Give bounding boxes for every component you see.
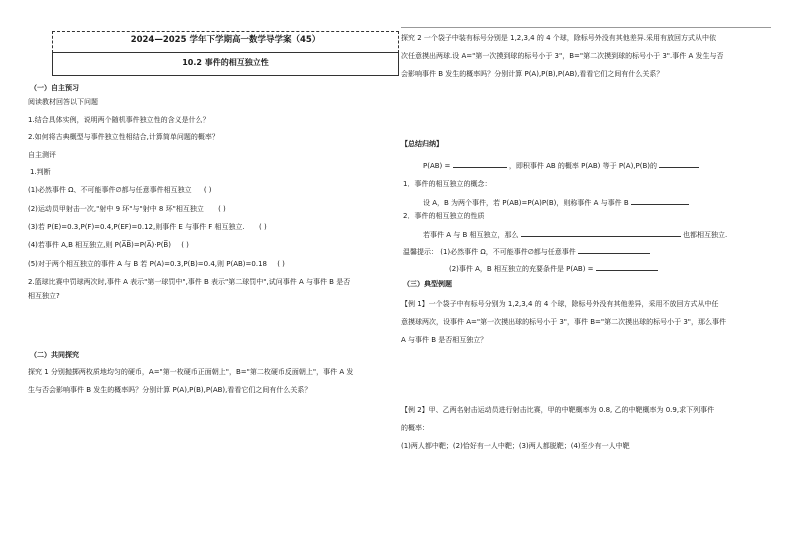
lesson-title: 10.2 事件的相互独立性 bbox=[182, 58, 269, 67]
judge-item-2-answer[interactable]: ( ) bbox=[218, 205, 226, 213]
definition-line bbox=[423, 197, 689, 207]
summary-heading: 【总结归纳】 bbox=[401, 140, 443, 148]
definition-blank[interactable] bbox=[631, 197, 689, 205]
tip-2-blank[interactable] bbox=[596, 263, 658, 271]
formula-lhs: P(AB) = bbox=[423, 162, 451, 170]
section-examples: （三）典型例题 bbox=[403, 280, 452, 288]
tip-2-text: (2)事件 A，B 相互独立的充要条件是 P(AB) = bbox=[449, 265, 594, 273]
section-explore: （二）共同探究 bbox=[30, 351, 79, 359]
tip-1-blank[interactable] bbox=[578, 246, 650, 254]
formula-rhs: ，即积事件 AB 的概率 P(AB) 等于 P(A),P(B)的 bbox=[508, 162, 658, 170]
self-assessment-heading: 自主测评 bbox=[28, 151, 56, 159]
judge-item-3-text: (3)若 P(E)=0.3,P(F)=0.4,P(EF)=0.12,则事件 E 与事件 F 相互独立. bbox=[28, 223, 245, 231]
example-1-line2: 意摸球两次，设事件 A="第一次摸出球的标号小于 3"，事件 B="第二次摸出球的标号小于 3"，那么事件 bbox=[401, 318, 727, 326]
judge-item-4 bbox=[28, 241, 189, 249]
example-2-line1: 【例 2】甲、乙两名射击运动员进行射击比赛，甲的中靶概率为 0.8, 乙的中靶概率为 0.9,求下列事件 bbox=[401, 406, 715, 414]
property-heading: 2．事件的相互独立的性质 bbox=[403, 212, 485, 220]
judge-item-1 bbox=[28, 186, 212, 194]
judge-item-4-answer[interactable]: ( ) bbox=[181, 241, 189, 249]
tip-line-1 bbox=[403, 246, 650, 256]
explore-2-line1: 探究 2 一个袋子中装有标号分别是 1,2,3,4 的 4 个球，除标号外没有其他差异.采用有放回方式从中依 bbox=[401, 34, 716, 42]
formula-blank-1[interactable] bbox=[453, 160, 507, 168]
definition-heading: 1．事件的相互独立的概念： bbox=[403, 180, 492, 188]
question-3-line2: 相互独立? bbox=[28, 292, 60, 300]
formula-line bbox=[423, 160, 699, 170]
property-tail: 也都相互独立. bbox=[682, 231, 728, 239]
property-line bbox=[423, 229, 727, 239]
judge-item-2-text: (2)运动员甲射击一次,"射中 9 环"与"射中 8 环"相互独立 bbox=[28, 205, 204, 213]
explore-2-line3: 会影响事件 B 发生的概率吗？分别计算 P(A),P(B),P(AB),看看它们之间有什么关系？ bbox=[401, 70, 664, 78]
example-2-line3: (1)两人都中靶；(2)恰好有一人中靶；(3)两人都脱靶；(4)至少有一人中靶 bbox=[401, 442, 630, 450]
definition-text: 设 A，B 为两个事件，若 P(AB)=P(A)P(B)，则称事件 A 与事件 B bbox=[423, 199, 629, 207]
example-1-line1: 【例 1】一个袋子中有标号分别为 1,2,3,4 的 4 个球，除标号外没有其他差异，采用不放回方式从中任 bbox=[401, 300, 719, 308]
formula-blank-2[interactable] bbox=[659, 160, 699, 168]
example-1-line3: A 与事件 B 是否相互独立？ bbox=[401, 336, 488, 344]
explore-1-line1: 探究 1 分别抛掷两枚质地均匀的硬币，A="第一枚硬币正面朝上"，B="第二枚硬币反面朝上"，事件 A 发 bbox=[28, 368, 354, 376]
tip-1-text: 温馨提示： (1)必然事件 Ω，不可能事件∅都与任意事件 bbox=[403, 248, 576, 256]
subtitle-box bbox=[52, 52, 399, 76]
title-box bbox=[52, 31, 399, 53]
question-2: 2.如何将古典概型与事件独立性相结合,计算简单问题的概率？ bbox=[28, 133, 219, 141]
judge-item-5-text: (5)对于两个相互独立的事件 A 与 B 若 P(A)=0.3,P(B)=0.4,则 P(AB)=0.18 bbox=[28, 260, 267, 268]
question-3-line1: 2.篮球比赛中罚球两次时,事件 A 表示"第一球罚中",事件 B 表示"第二球罚中",试问事件 A 与事件 B 是否 bbox=[28, 278, 351, 286]
example-2-line2: 的概率： bbox=[401, 424, 429, 432]
tip-line-2 bbox=[449, 263, 658, 273]
judge-item-5-answer[interactable]: ( ) bbox=[277, 260, 285, 268]
judge-item-4-text: (4)若事件 A,B 相互独立,则 P(A̅B̅)=P(A̅)·P(B̅) bbox=[28, 241, 171, 249]
judge-item-1-text: (1)必然事件 Ω、不可能事件∅都与任意事件相互独立 bbox=[28, 186, 192, 194]
judge-item-3-answer[interactable]: ( ) bbox=[259, 223, 267, 231]
judge-item-3 bbox=[28, 223, 267, 231]
property-text: 若事件 A 与 B 相互独立，那么 bbox=[423, 231, 519, 239]
section-self-study: （一）自主预习 bbox=[30, 84, 79, 92]
judge-item-5 bbox=[28, 260, 285, 268]
explore-1-line2: 生与否会影响事件 B 发生的概率吗？分别计算 P(A),P(B),P(AB),看看它们之间有什么关系？ bbox=[28, 386, 312, 394]
explore-2-line2: 次任意摸出两球.设 A="第一次摸到球的标号小于 3"，B="第二次摸到球的标号小于 3".事件 A 发生与否 bbox=[401, 52, 724, 60]
property-blank[interactable] bbox=[521, 229, 681, 237]
judge-item-2 bbox=[28, 205, 226, 213]
judge-item-1-answer[interactable]: ( ) bbox=[203, 186, 212, 194]
question-1: 1.结合具体实例，说明两个随机事件独立性的含义是什么？ bbox=[28, 116, 210, 124]
judge-heading: 1.判断 bbox=[30, 168, 51, 176]
page-title: 2024—2025 学年下学期高一数学导学案（45） bbox=[130, 35, 321, 45]
read-instruction: 阅读教材回答以下问题 bbox=[28, 98, 98, 106]
top-divider bbox=[401, 27, 771, 28]
